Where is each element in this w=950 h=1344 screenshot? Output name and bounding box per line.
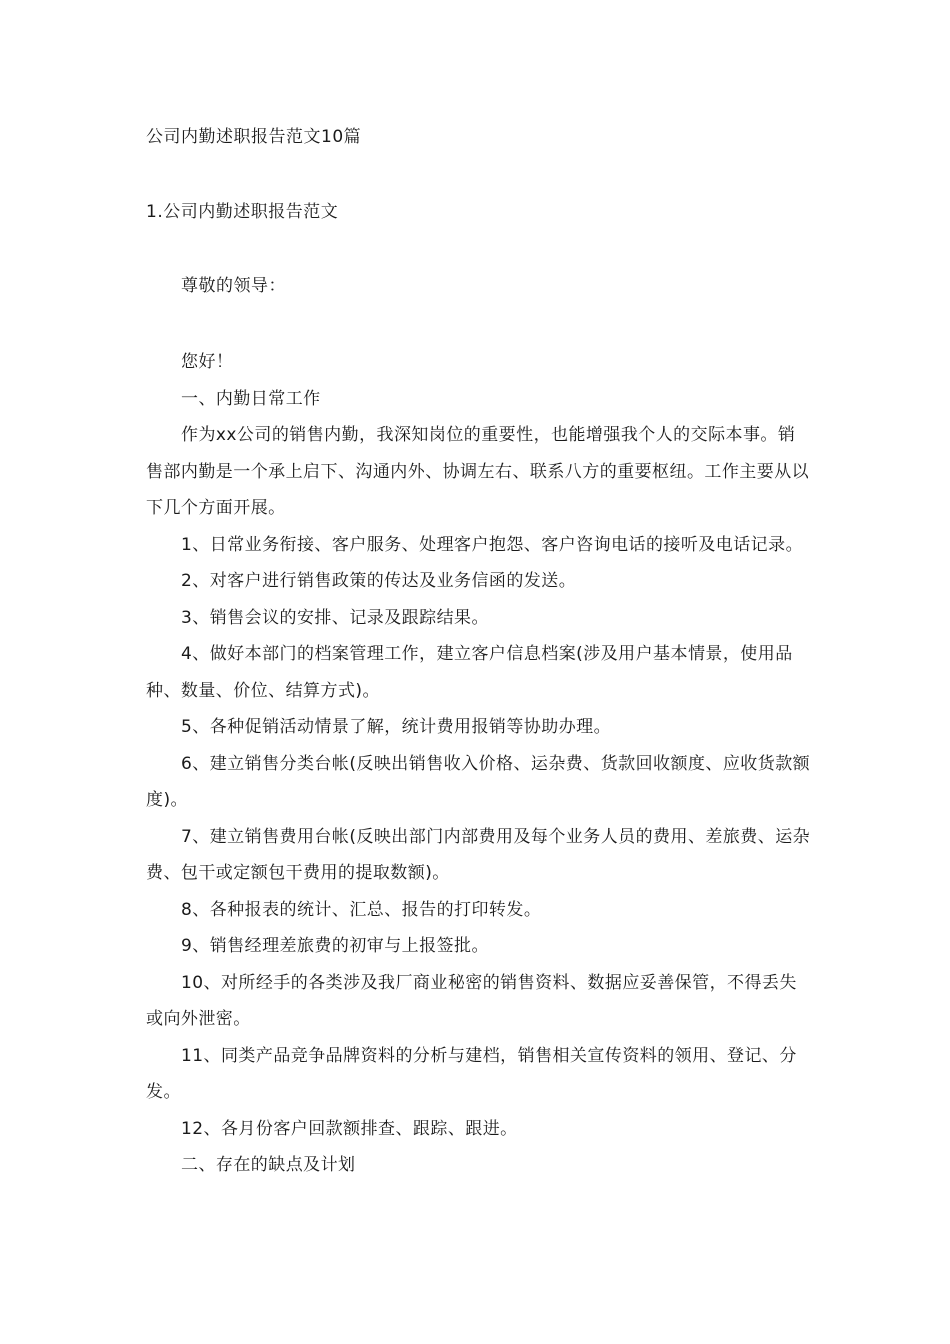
greeting-paragraph: 您好！ (181, 352, 234, 372)
intro-paragraph: 作为xx公司的销售内勤，我深知岗位的重要性，也能增强我个人的交际本事。销售部内勤是一个承上启下、沟通内外、协调左右、联系八方的重要枢纽。工作主要从以下几个方面开展。 (146, 425, 810, 518)
document-body (146, 344, 811, 1184)
list-item: 10、对所经手的各类涉及我厂商业秘密的销售资料、数据应妥善保管，不得丢失或向外泄密。 (146, 972, 797, 1029)
section-title: 1.公司内勤述职报告范文 (146, 202, 339, 222)
salutation: 尊敬的领导： (181, 276, 286, 296)
list-item: 4、做好本部门的档案管理工作，建立客户信息档案(涉及用户基本情景，使用品种、数量、价位、结算方式)。 (146, 644, 793, 701)
list-item: 5、各种促销活动情景了解，统计费用报销等协助办理。 (181, 717, 612, 737)
list-item: 7、建立销售费用台帐(反映出部门内部费用及每个业务人员的费用、差旅费、运杂费、包干或定额包干费用的提取数额)。 (146, 826, 811, 883)
list-item: 8、各种报表的统计、汇总、报告的打印转发。 (181, 899, 542, 920)
heading-shortcomings: 二、存在的缺点及计划 (181, 1155, 356, 1175)
list-item: 9、销售经理差旅费的初审与上报签批。 (181, 936, 489, 956)
heading-daily-work: 一、内勤日常工作 (181, 388, 321, 409)
list-item: 12、各月份客户回款额排查、跟踪、跟进。 (181, 1118, 518, 1139)
list-item: 1、日常业务衔接、客户服务、处理客户抱怨、客户咨询电话的接听及电话记录。 (181, 534, 804, 555)
list-item: 6、建立销售分类台帐(反映出销售收入价格、运杂费、货款回收额度、应收货款额度)。 (146, 753, 811, 810)
list-item: 3、销售会议的安排、记录及跟踪结果。 (181, 607, 489, 628)
document-title: 公司内勤述职报告范文10篇 (146, 127, 362, 147)
list-item: 2、对客户进行销售政策的传达及业务信函的发送。 (181, 571, 577, 591)
list-item: 11、同类产品竞争品牌资料的分析与建档，销售相关宣传资料的领用、登记、分发。 (146, 1045, 797, 1102)
